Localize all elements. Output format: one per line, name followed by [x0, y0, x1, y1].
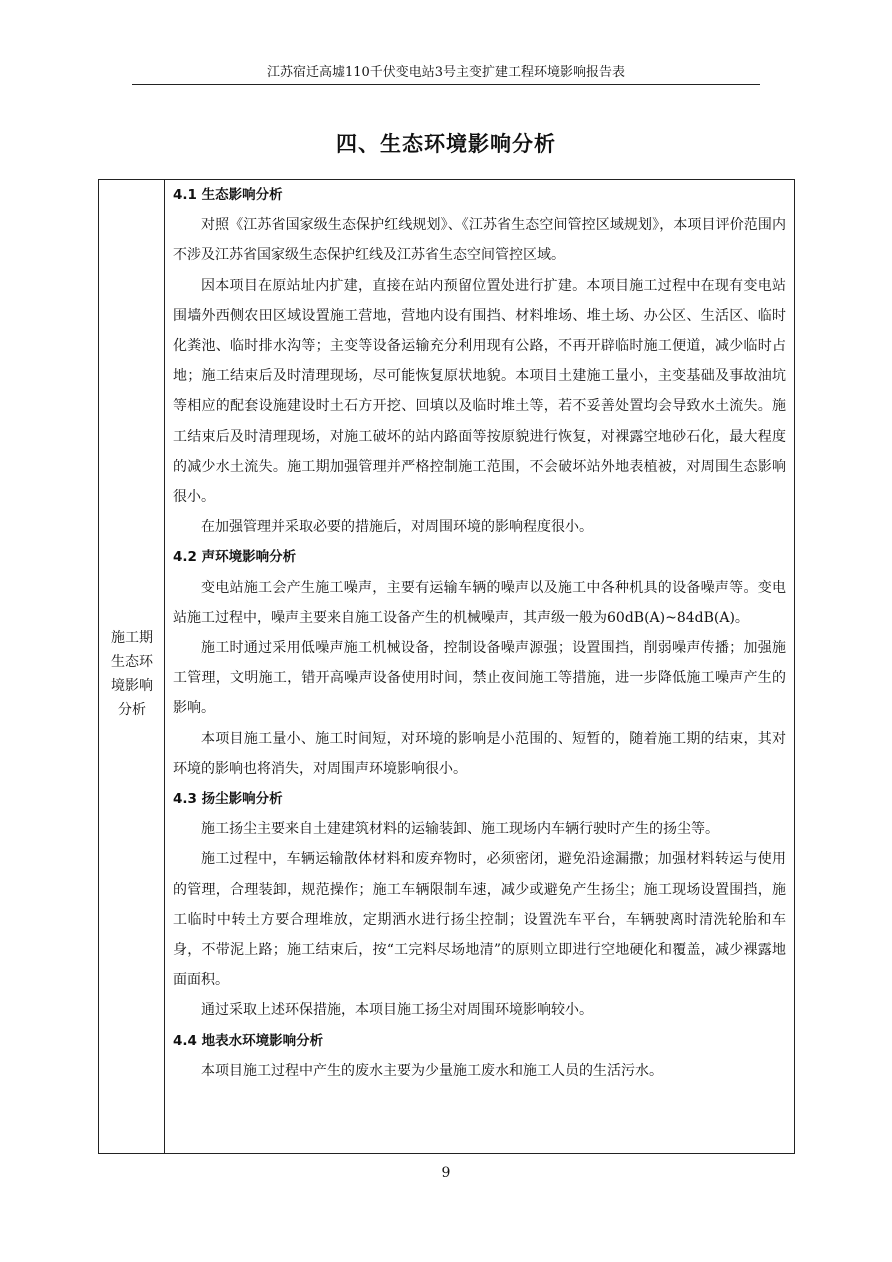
section-heading-dust: 4.3 扬尘影响分析 [173, 791, 283, 808]
content-cell [173, 180, 786, 1086]
paragraph: 本项目施工量小、施工时间短，对环境的影响是小范围的、短暂的，随着施工期的结束，其对环境的影响也将消失，对周围声环境影响很小。 [173, 730, 786, 777]
paragraph: 本项目施工过程中产生的废水主要为少量施工废水和施工人员的生活污水。 [201, 1062, 663, 1079]
category-label-line: 生态环 [111, 654, 153, 670]
paragraph: 变电站施工会产生施工噪声，主要有运输车辆的噪声以及施工中各种机具的设备噪声等。变电站施工过程中，噪声主要来自施工设备产生的机械噪声，其声级一般为60dB(A)~84dB(A)。 [173, 579, 786, 626]
paragraph: 对照《江苏省国家级生态保护红线规划》、《江苏省生态空间管控区域规划》，本项目评价范围内不涉及江苏省国家级生态保护红线及江苏省生态空间管控区域。 [173, 217, 786, 264]
section-heading-noise: 4.2 声环境影响分析 [173, 549, 297, 566]
category-label [99, 626, 165, 722]
page-number: 9 [441, 1165, 451, 1181]
report-table [98, 179, 795, 1154]
paragraph: 施工时通过采用低噪声施工机械设备，控制设备噪声源强；设置围挡，削弱噪声传播；加强施工管理，文明施工，错开高噪声设备使用时间，禁止夜间施工等措施，进一步降低施工噪声产生的影响。 [173, 640, 786, 717]
paragraph: 施工过程中，车辆运输散体材料和废弃物时，必须密闭，避免沿途漏撒；加强材料转运与使用的管理，合理装卸，规范操作；施工车辆限制车速，减少或避免产生扬尘；施工现场设置围挡，施工临时中转土方要合理堆放，定期洒水进行扬尘控制；设置洗车平台，车辆驶离时清洗轮胎和车身，不带泥上路；施工结束后，按“工完料尽场地清”的原则立即进行空地硬化和覆盖，减少裸露地面面积。 [173, 851, 786, 989]
category-label-line: 境影响 [111, 678, 153, 694]
paragraph: 在加强管理并采取必要的措施后，对周围环境的影响程度很小。 [201, 519, 593, 536]
paragraph: 施工扬尘主要来自土建建筑材料的运输装卸、施工现场内车辆行驶时产生的扬尘等。 [201, 821, 719, 838]
paragraph: 因本项目在原站址内扩建，直接在站内预留位置处进行扩建。本项目施工过程中在现有变电站围墙外西侧农田区域设置施工营地，营地内设有围挡、材料堆场、堆土场、办公区、生活区、临时化粪池、临时排水沟等；主变等设备运输充分利用现有公路，不再开辟临时施工便道，减少临时占地；施工结束后及时清理现场，尽可能恢复原状地貌。本项目土建施工量小，主变基础及事故油坑等相应的配套设施建设时土石方开挖、回填以及临时堆土等，若不妥善处置均会导致水土流失。施工结束后及时清理现场，对施工破坏的站内路面等按原貌进行恢复，对裸露空地砂石化，最大程度的减少水土流失。施工期加强管理并严格控制施工范围，不会破坏站外地表植被，对周围生态影响很小。 [173, 277, 786, 506]
category-label-line: 施工期 [111, 630, 153, 646]
paragraph: 通过采取上述环保措施，本项目施工扬尘对周围环境影响较小。 [201, 1002, 593, 1019]
section-heading-ecology: 4.1 生态影响分析 [173, 187, 283, 203]
category-cell [99, 180, 165, 1153]
section-heading-surface-water: 4.4 地表水环境影响分析 [173, 1032, 324, 1049]
page-title: 四、生态环境影响分析 [336, 131, 556, 156]
category-label-line: 分析 [118, 702, 146, 718]
running-header: 江苏宿迁高墟110千伏变电站3号主变扩建工程环境影响报告表 [132, 64, 760, 85]
